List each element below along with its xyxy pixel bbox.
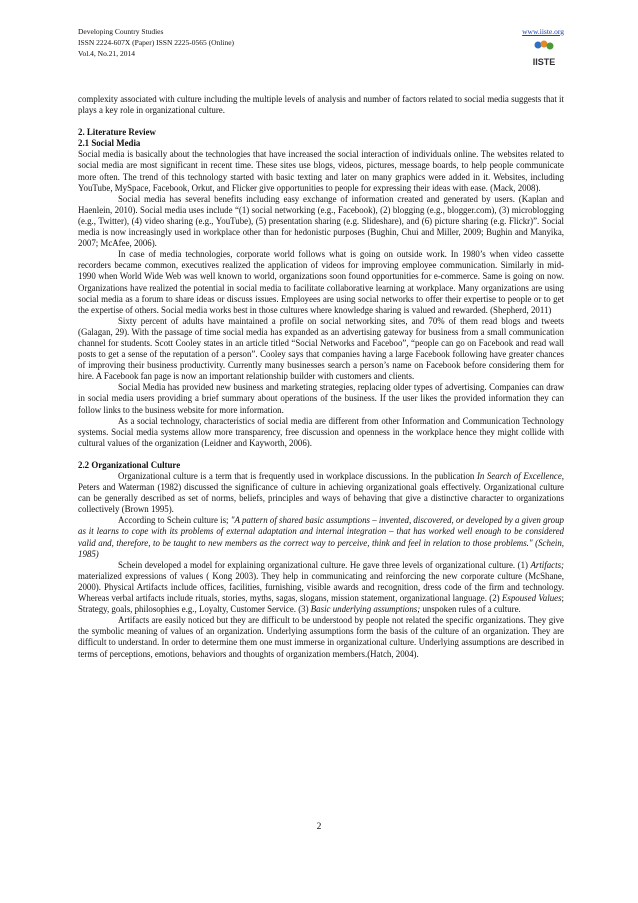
paragraph-schein-model: Schein developed a model for explaining organizational culture. He gave three levels of organizational culture. (1) Artifacts; materialized expressions of values ( Kong 2003). They help in communicating and reinforcing the new corporate culture (McShane, 2000). Physical Artifacts include offices, facilities, furnishing, visible awards and recognition, dress code of the firm and technology. Whereas verbal artifacts include rituals, stories, myths, sagas, slogans, mission statement, organizational language. (2) Espoused Values; Strategy, goals, philosophies e.g., Loyalty, Customer Service. (3) Basic underlying assumptions; unspoken rules of a culture. <box>78 559 564 615</box>
paragraph-schein-definition: According to Schein culture is; "A pattern of shared basic assumptions – invented, discovered, or developed by a given group as it learns to cope with its problems of external adaptation and internal integration – that has worked well enough to be considered valid and, therefore, to be taught to new members as the correct way to perceive, think and feel in relation to those problems." (Schein, 1985) <box>78 515 564 559</box>
logo-wordmark: IISTE <box>532 57 556 67</box>
volume-line: Vol.4, No.21, 2014 <box>78 49 135 58</box>
journal-name: Developing Country Studies <box>78 27 164 36</box>
page-header <box>78 26 564 82</box>
paragraph-social-media-5: Social Media has provided new business and marketing strategies, replacing older types of advertising. Companies can draw in social media users providing a brief summary about operations of the business. If the user likes the provided information they can follow links to the business website for more information. <box>78 382 564 415</box>
article-body <box>78 94 564 660</box>
paragraph-social-media-3: In case of media technologies, corporate world follows what is going on outside work. In 1980’s when video cassette recorders became common, executives realized the application of videos for improving employee communication. Similarly in mid-1990 when World Wide Web was well known to world, organizations soon found opportunities for e-commerce. Same is going on now. Organizations have realized the potential in social media to facilitate collaborative learning at workplace. Many organizations are using social media as a forum to share ideas or discuss issues. Employees are using social networks to offer their expertise to people or to get the expertise of others. Social media works best in those cultures where knowledge sharing is valued and rewarded. (Shepherd, 2011) <box>78 249 564 315</box>
paragraph-culture-1: Organizational culture is a term that is frequently used in workplace discussions. In the publication In Search of Excellence, Peters and Waterman (1982) discussed the significance of culture in achieving organizational goals effectively. Organizational culture can be generally described as set of norms, beliefs, principles and ways of behaving that give a distinctive character to organizations collectively (Brown 1995). <box>78 471 564 515</box>
intro-paragraph: complexity associated with culture including the multiple levels of analysis and number of factors related to social media suggests that it plays a key role in organizational culture. <box>78 94 564 116</box>
issn-line: ISSN 2224-607X (Paper) ISSN 2225-0565 (Online) <box>78 38 235 47</box>
page-number: 2 <box>316 822 322 832</box>
paragraph-social-media-6: As a social technology, characteristics of social media are different from other Information and Communication Technology systems. Social media systems allow more transparency, free discussion and openness in the workplace hence they might collide with cultural values of the organization (Leidner and Kayworth, 2006). <box>78 415 564 448</box>
iiste-logo <box>528 39 560 71</box>
paragraph-social-media-2: Social media has several benefits including easy exchange of information created and generated by users. (Kaplan and Haenlein, 2010). Social media uses include “(1) social networking (e.g., Facebook), (2) blogging (e.g., blogger.com), (3) microblogging (e.g., Twitter), (4) video sharing (e.g., YouTube), (5) presentation sharing (e.g. Slideshare), and (6) picture sharing (e.g. Flickr)”. Social media is now increasingly used in workplace other than for hedonistic purposes (Bughin, Chui and Miller, 2009; Bughin and Manyika, 2007; McAfee, 2006). <box>78 193 564 249</box>
subsection-heading-organizational-culture: 2.2 Organizational Culture <box>78 459 181 470</box>
paragraph-social-media-1: Social media is basically about the technologies that have increased the social interaction of individuals online. The websites related to social media are most significant in recent time. These sites use blogs, videos, pictures, message boards, to help people communicate more often. The trend of this technology started with basic texting and later on many graphics were added in it. Websites, including YouTube, MySpace, Facebook, Orkut, and Flicker give opportunities to people for expressing their ideas with ease. (Mack, 2008). <box>78 149 564 193</box>
paragraph-artifacts: Artifacts are easily noticed but they are difficult to be understood by people not related the specific organizations. They give the symbolic meaning of values of an organization. Underlying assumptions form the basis of the culture of an organization. They are difficult to understand. In order to determine them one must immerse in organizational culture. Underlying assumptions are described in terms of perceptions, emotions, behaviors and thoughts of organization members.(Hatch, 2004). <box>78 615 564 659</box>
journal-url-link[interactable]: www.iiste.org <box>522 27 564 36</box>
subsection-heading-social-media: 2.1 Social Media <box>78 138 141 149</box>
paragraph-social-media-4: Sixty percent of adults have maintained a profile on social networking sites, and 70% of them read blogs and tweets (Galagan, 29). With the passage of time social media has expanded as an advertising gateway for business from a small communication channel for students. Scott Cooley states in an article titled “Social Networks and Faceboo”, “people can go on Facebook and read wall posts to get a sense of the reputation of a person”. Cooley says that companies having a large Facebook following have greater chances of improving their business productivity. Currently many businesses search a person’s name on Facebook before considering them for hire. A Facebook fan page is now an important relationship builder with customers and clients. <box>78 315 564 382</box>
spacer <box>78 449 564 460</box>
spacer <box>78 116 564 127</box>
section-heading-literature-review: 2. Literature Review <box>78 127 156 138</box>
